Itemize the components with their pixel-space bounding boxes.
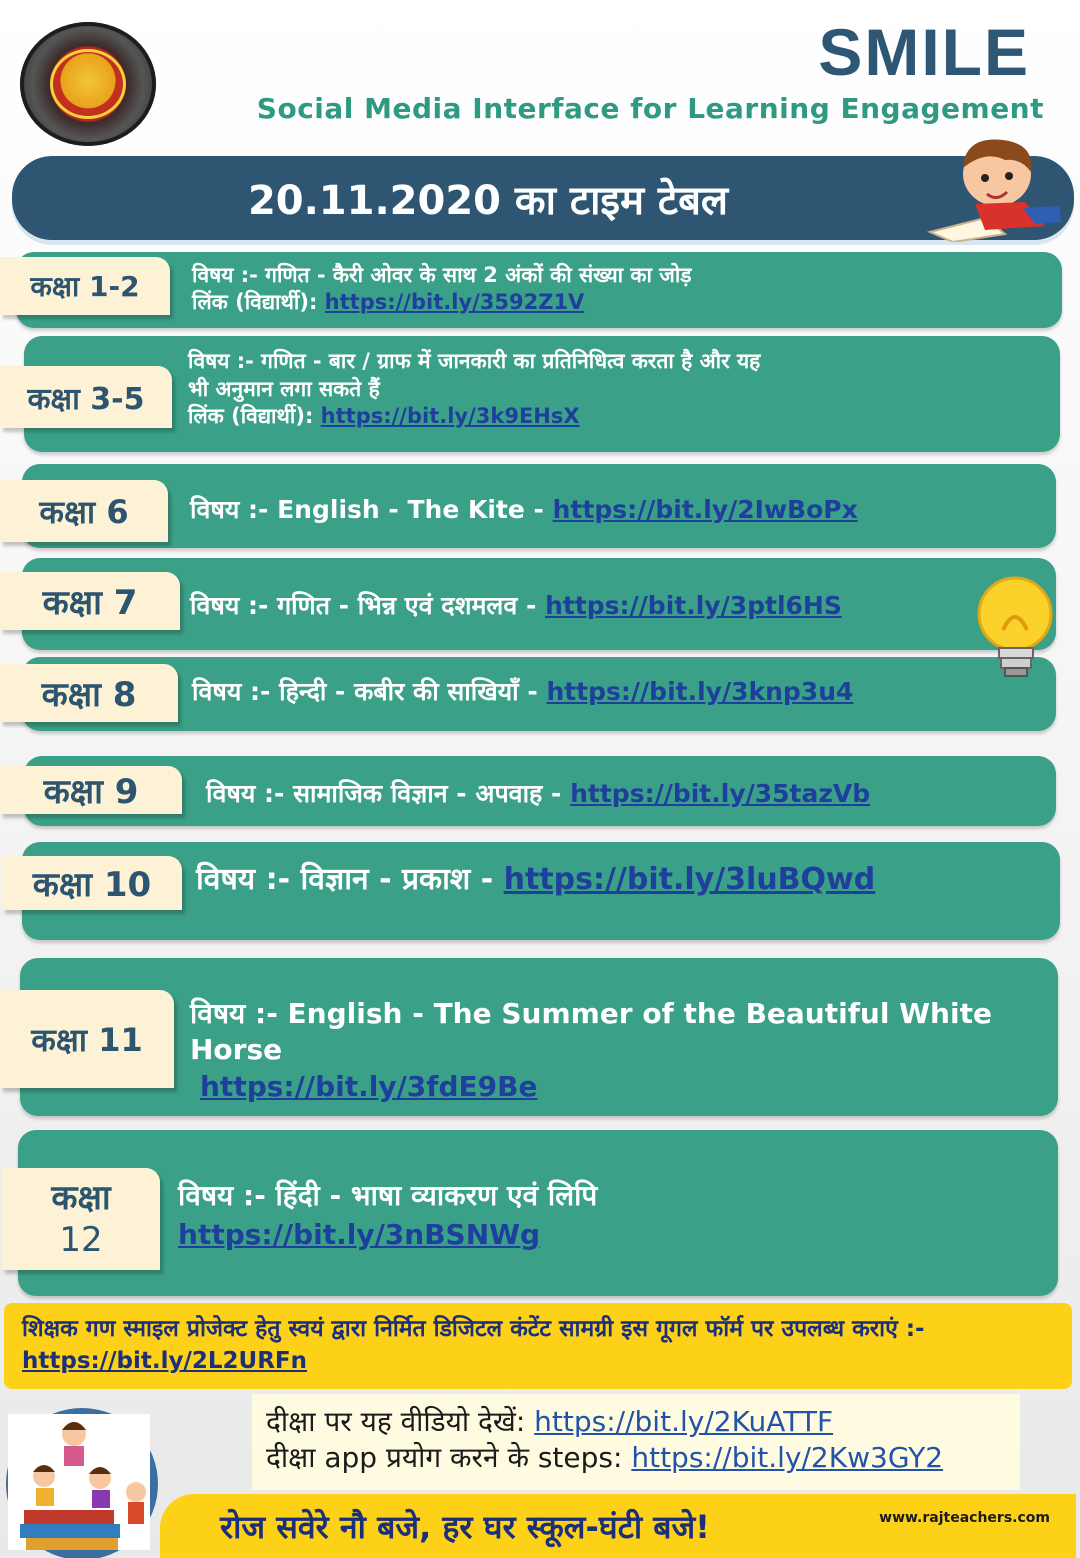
class-tag-8: कक्षा 8 xyxy=(0,664,178,722)
link[interactable]: https://bit.ly/3fdE9Be xyxy=(200,1069,538,1103)
subject-line: विषय :- गणित - कैरी ओवर के साथ 2 अंकों की संख्या का जोड़ xyxy=(192,263,692,287)
class-tag-9: कक्षा 9 xyxy=(0,766,182,814)
link-line xyxy=(190,1069,1040,1105)
link[interactable]: https://bit.ly/3luBQwd xyxy=(503,862,876,897)
link-line xyxy=(178,1215,1038,1254)
footer-website[interactable]: www.rajteachers.com xyxy=(879,1510,1050,1526)
class-row-8-text xyxy=(192,676,972,709)
footer-slogan: रोज सवेरे नौ बजे, हर घर स्कूल-घंटी बजे! xyxy=(220,1507,710,1546)
class-row-1-2-text xyxy=(192,262,1052,317)
logo-emblem xyxy=(50,49,126,119)
link-label: लिंक (विद्यार्थी): xyxy=(192,290,325,315)
link[interactable]: https://bit.ly/35tazVb xyxy=(570,779,871,808)
diksha-info xyxy=(252,1394,1020,1490)
kids-reading-illustration xyxy=(4,1400,160,1558)
class-row-10-text xyxy=(196,860,1046,899)
class-tag-10: कक्षा 10 xyxy=(2,856,182,910)
link-label: लिंक (विद्यार्थी): xyxy=(188,404,321,429)
class-row-11-text xyxy=(190,996,1040,1105)
diksha-steps-label: दीक्षा app प्रयोग करने के steps: xyxy=(266,1441,632,1475)
subject-text: विषय :- गणित - भिन्न एवं दशमलव - xyxy=(190,591,546,620)
reading-kid-illustration xyxy=(925,132,1065,242)
diksha-video-link[interactable]: https://bit.ly/2KuATTF xyxy=(534,1405,834,1438)
class-tag-7: कक्षा 7 xyxy=(0,572,180,630)
subject-line: विषय :- गणित - बार / ग्राफ में जानकारी का प्रतिनिधित्व करता है और यह xyxy=(188,349,761,373)
notice-text: शिक्षक गण स्माइल प्रोजेक्ट हेतु स्वयं द्वारा निर्मित डिजिटल कंटेंट सामग्री इस गूगल फॉर्म पर उपलब्ध कराएं :- xyxy=(22,1316,925,1342)
class-row-7-text xyxy=(190,590,970,623)
diksha-steps-link[interactable]: https://bit.ly/2Kw3GY2 xyxy=(631,1441,944,1475)
subject-text: विषय :- English - The Kite - xyxy=(190,495,553,524)
link-line xyxy=(192,289,1052,316)
link-line xyxy=(188,403,1048,431)
diksha-video-line xyxy=(266,1404,1006,1440)
link[interactable]: https://bit.ly/3ptl6HS xyxy=(545,591,842,620)
subject-text: विषय :- हिन्दी - कबीर की साखियाँ - xyxy=(192,677,547,706)
subject-text: विषय :- English - The Summer of the Beautiful White Horse xyxy=(190,997,992,1067)
diksha-video-label: दीक्षा पर यह वीडियो देखें: xyxy=(266,1405,535,1438)
class-tag-number: 12 xyxy=(59,1220,103,1260)
link[interactable]: https://bit.ly/3nBSNWg xyxy=(178,1218,541,1252)
notice-link[interactable]: https://bit.ly/2L2URFn xyxy=(22,1348,308,1375)
link[interactable]: https://bit.ly/3k9EHsX xyxy=(320,404,580,429)
class-row-12-text xyxy=(178,1176,1038,1254)
teacher-notice xyxy=(4,1303,1072,1389)
subject-text: विषय :- सामाजिक विज्ञान - अपवाह - xyxy=(206,779,571,808)
smile-subtitle: Social Media Interface for Learning Engagement xyxy=(256,92,1044,125)
class-tag-12 xyxy=(2,1168,160,1270)
diksha-steps-line xyxy=(266,1440,1006,1476)
link[interactable]: https://bit.ly/3592Z1V xyxy=(324,290,585,315)
link[interactable]: https://bit.ly/3knp3u4 xyxy=(546,677,854,706)
department-logo xyxy=(20,22,156,146)
link[interactable]: https://bit.ly/2IwBoPx xyxy=(552,495,858,524)
banner-title: 20.11.2020 का टाइम टेबल xyxy=(247,177,729,224)
subject-line-cont: भी अनुमान लगा सकते हैं xyxy=(188,376,380,401)
subject-text: विषय :- हिंदी - भाषा व्याकरण एवं लिपि xyxy=(178,1179,598,1212)
class-row-9-text xyxy=(206,778,1046,811)
class-row-3-5-text xyxy=(188,348,1048,431)
class-tag-word: कक्षा xyxy=(51,1177,111,1218)
footer-banner xyxy=(160,1494,1076,1558)
class-tag-6: कक्षा 6 xyxy=(0,480,168,542)
subject-text: विषय :- विज्ञान - प्रकाश - xyxy=(196,862,504,897)
date-banner xyxy=(12,156,1074,240)
smile-title: SMILE xyxy=(818,15,1030,89)
class-row-6-text xyxy=(190,494,1050,527)
class-tag-11: कक्षा 11 xyxy=(0,990,174,1088)
class-tag-3-5: कक्षा 3-5 xyxy=(0,366,172,428)
class-tag-1-2: कक्षा 1-2 xyxy=(0,257,170,315)
lightbulb-icon xyxy=(975,574,1055,682)
